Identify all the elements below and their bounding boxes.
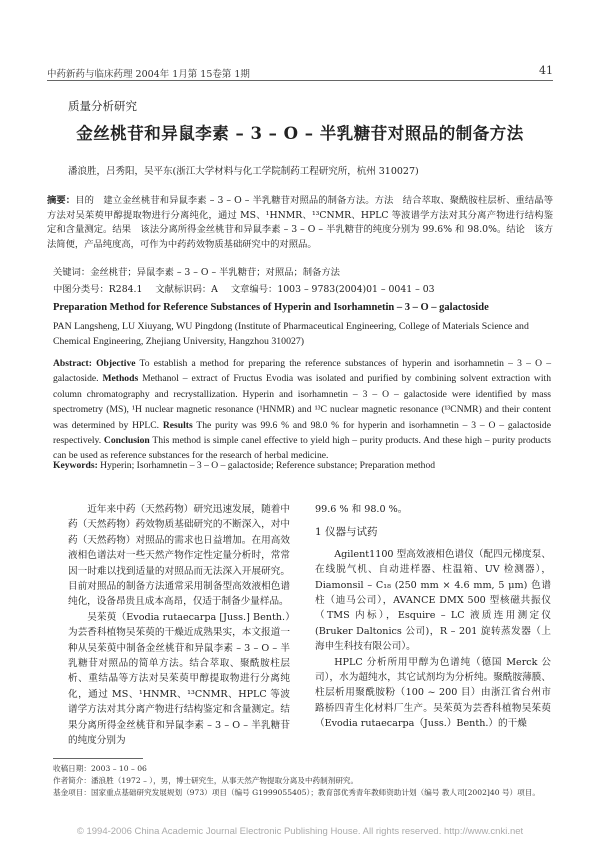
section-heading-instruments: 1 仪器与试药 — [315, 526, 378, 539]
section-label: 质量分析研究 — [68, 99, 137, 113]
intro-paragraph-2: 吴茱萸（Evodia rutaecarpa [Juss.] Benth.）为芸香科植物吴茱萸的干燥近成熟果实，本文报道一种从吴茱萸中制备金丝桃苷和异鼠李素 – 3 – O – 半乳糖苷对照品的简单方法。结合萃取、聚酰胺柱层析、重结晶等方法对吴茱萸甲醇提取物进行分离纯化，通过 MS、¹HNMR、¹³CNMR、HPLC 等波谱学方法对其分离产物进行结构鉴定和含量测定。结果分离所得金丝桃苷和异鼠李素 – 3 – O – 半乳糖苷的纯度分别为 — [68, 611, 290, 747]
header-rule — [47, 80, 553, 81]
conclusion-text: This method is simple canel effective to yield high – purity products. And these high – purity products can be used as reference substances for the research of herbal medicine. — [53, 435, 551, 462]
chinese-abstract — [47, 194, 553, 252]
doc-code: 文献标识码：A — [155, 284, 218, 295]
english-keywords — [53, 460, 435, 471]
en-keywords-text: Hyperin; Isorhamnetin – 3 – O – galactoside; Reference substance; Preparation method — [100, 460, 436, 471]
author-bio: 作者简介：潘浪胜（1972 – ），男，博士研究生，从事天然产物提取分离及中药制剂研究。 — [53, 776, 359, 785]
cn-abstract-label: 摘要： — [47, 195, 76, 206]
article-title: 金丝桃苷和异鼠李素 – 3 – O – 半乳糖苷对照品的制备方法 — [76, 124, 524, 143]
english-authors: PAN Langsheng, LU Xiuyang, WU Pingdong (Institute of Pharmaceutical Engineering, College of Materials Science and Chemical Engineering, Zhejiang University, Hangzhou 310027) — [53, 321, 529, 347]
objective-text: To establish a method for preparing the reference substances of hyperin and isorhamnetin – 3 – O – galactoside. — [53, 358, 551, 385]
article-number: 文章编号：1003 – 9783(2004)01 – 0041 – 03 — [230, 284, 435, 295]
footnotes — [53, 763, 553, 799]
objective-label: Objective — [96, 358, 136, 369]
results-label: Results — [162, 419, 193, 431]
fund-info: 基金项目：国家重点基础研究发展规划（973）项目（编号 G1999055405）；教育部优秀青年教师资助计划（编号 教人司[2002]40 号）项目。 — [53, 788, 540, 797]
copyright-footer: © 1994-2006 China Academic Journal Electronic Publishing House. All rights reserved. http://www.cnki.net — [76, 826, 524, 837]
body-right-column — [315, 502, 551, 732]
english-title: Preparation Method for Reference Substances of Hyperin and Isorhamnetin – 3 – O – galactoside — [53, 302, 489, 313]
conclusion-label: Conclusion — [103, 435, 150, 447]
classification-line — [53, 281, 445, 295]
methods-label: Methods — [102, 373, 139, 385]
footnote-rule — [53, 758, 143, 759]
clc-number: 中图分类号：R284.1 — [53, 284, 143, 295]
results-text: The purity was 99.6 % and 98.0 % for hyperin and isorhamnetin – 3 – O – galactoside respectively. — [53, 419, 551, 447]
intro-continuation: 99.6 % 和 98.0 %。 — [315, 504, 408, 515]
reagents-paragraph: HPLC 分析所用甲醇为色谱纯（德国 Merck 公司），水为超纯水，其它试剂均为分析纯。聚酰胺薄膜、柱层析用聚酰胺粉（100 ~ 200 目）由浙江省台州市路桥四青生化材料厂生产。吴茱萸为芸香科植物吴茱萸（Evodia rutaecarpa（Juss.）Benth.）的干燥 — [315, 656, 551, 730]
instruments-paragraph: Agilent1100 型高效液相色谱仪（配四元梯度泵、在线脱气机、自动进样器、柱温箱、UV 检测器），Diamonsil – C₁₈ (250 mm × 4.6 mm, 5 μm) 色谱柱（迪马公司），AVANCE DMX 500 型核磁共振仪（TMS 内标），Esquire – LC 液质连用测定仪(Bruker Daltonics 公司)，R – 201 旋转蒸发器（上海申生科技有限公司）。 — [315, 548, 551, 653]
en-abstract-label: Abstract: — [53, 358, 92, 369]
intro-paragraph-1: 近年来中药（天然药物）研究迅速发展，随着中药（天然药物）药效物质基础研究的不断深入，对中药（天然药物）对照品的需求也日益增加。在用高效液相色谱法对一些天然产物作定性定量分析时，常常因一时难以找到适量的对照品而无法深入开展研究。目前对照品的制备方法通常采用制备型高效液相色谱纯化，设备昂贵且成本高昂，仅适于制备少量样品。 — [68, 504, 290, 608]
body-left-column — [68, 502, 290, 749]
english-abstract — [53, 356, 551, 464]
en-keywords-label: Keywords: — [53, 460, 98, 471]
received-date: 收稿日期：2003 – 10 – 06 — [53, 764, 147, 773]
page-number: 41 — [539, 64, 553, 77]
cn-abstract-text: 目的 建立金丝桃苷和异鼠李素 – 3 – O – 半乳糖苷对照品的制备方法。方法 结合萃取、聚酰胺柱层析、重结晶等方法对吴茱萸甲醇提取物进行分离纯化，通过 MS、¹HNMR、¹³CNMR、HPLC 等波谱学方法对其分离产物进行结构鉴定和含量测定。结果 该法分离所得金丝桃苷和异鼠李素 – 3 – O – 半乳糖苷的纯度分别为 99.6% 和 98.0%。结论 该方法简便，产品纯度高，可作为中药药效物质基础研究中的对照品。 — [47, 195, 553, 250]
chinese-keywords: 关键词：金丝桃苷；异鼠李素 – 3 – O – 半乳糖苷；对照品；制备方法 — [53, 267, 340, 278]
journal-info: 中药新药与临床药理 2004年 1月第 15卷第 1期 — [47, 69, 250, 80]
running-header — [47, 66, 553, 80]
authors: 潘浪胜，吕秀阳，吴平东(浙江大学材料与化工学院制药工程研究所，杭州 310027) — [68, 166, 419, 177]
methods-text: Methanol – extract of Fructus Evodia was isolated and purified by combining solvent extraction with column chromatography and recrystallization. Hyperin and isorhamnetin – 3 – O – galactoside were identified by mass spectrometry (MS), ¹H nuclear magnetic resonance (¹HNMR) and ¹³C nuclear magnetic resonance (¹³CNMR) and their content was determined by HPLC. — [53, 373, 551, 431]
